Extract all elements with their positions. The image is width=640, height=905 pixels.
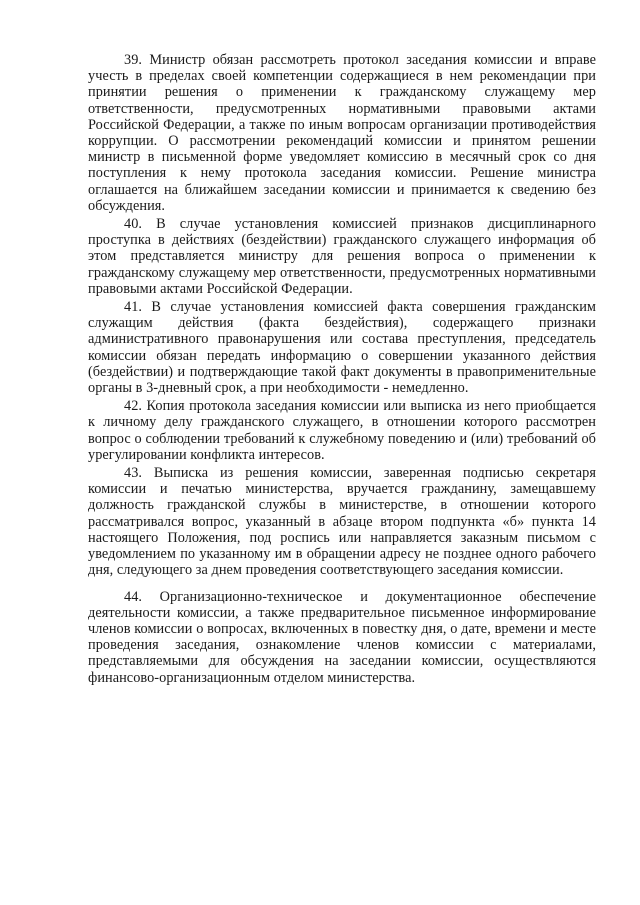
paragraph-41: 41. В случае установления комиссией факта совершения гражданским служащим действия (факта бездействия), содержащего признаки административного правонарушения или состава преступления, председатель комиссии обязан передать информацию о совершении указанного действия (бездействии) и подтверждающие такой факт документы в правоприменительные органы в 3-дневный срок, а при необходимости - немедленно.: [88, 299, 596, 397]
paragraph-39: 39. Министр обязан рассмотреть протокол заседания комиссии и вправе учесть в пределах своей компетенции содержащиеся в нем рекомендации при принятии решения о применении к гражданскому служащему мер ответственности, предусмотренных нормативными правовыми актами Российской Федерации, а также по иным вопросам организации противодействия коррупции. О рассмотрении рекомендаций комиссии и принятом решении министр в письменной форме уведомляет комиссию в месячный срок со дня поступления к нему протокола заседания комиссии. Решение министра оглашается на ближайшем заседании комиссии и принимается к сведению без обсуждения.: [88, 52, 596, 214]
paragraph-40: 40. В случае установления комиссией признаков дисциплинарного проступка в действиях (бездействии) гражданского служащего информация об этом представляется министру для решения вопроса о применении к гражданскому служащему мер ответственности, предусмотренных нормативными правовыми актами Российской Федерации.: [88, 216, 596, 297]
paragraph-44: 44. Организационно-техническое и документационное обеспечение деятельности комиссии, а также предварительное письменное информирование членов комиссии о вопросах, включенных в повестку дня, о дате, времени и месте проведения заседания, ознакомление членов комиссии с материалами, представляемыми для обсуждения на заседании комиссии, осуществляются финансово-организационным отделом министерства.: [88, 588, 596, 686]
document-page: [88, 52, 596, 686]
paragraph-43: 43. Выписка из решения комиссии, заверенная подписью секретаря комиссии и печатью министерства, вручается гражданину, замещавшему должность гражданской службы в министерстве, в отношении которого рассматривался вопрос, указанный в абзаце втором подпункта «б» пункта 14 настоящего Положения, под роспись или направляется заказным письмом с уведомлением по указанному им в обращении адресу не позднее одного рабочего дня, следующего за днем проведения соответствующего заседания комиссии.: [88, 465, 596, 579]
paragraph-42: 42. Копия протокола заседания комиссии или выписка из него приобщается к личному делу гражданского служащего, в отношении которого рассмотрен вопрос о соблюдении требований к служебному поведению и (или) требований об урегулировании конфликта интересов.: [88, 398, 596, 463]
